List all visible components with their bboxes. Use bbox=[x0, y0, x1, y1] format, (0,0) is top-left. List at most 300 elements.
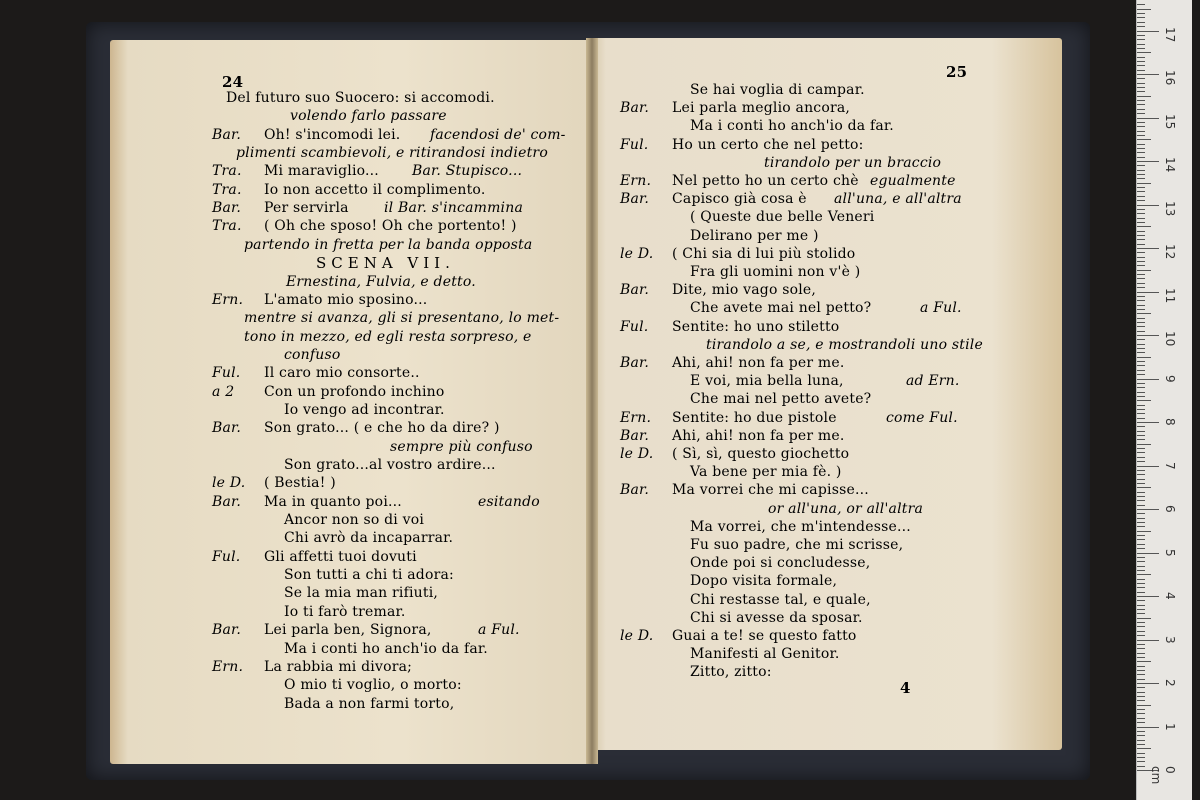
stage-direction: partendo in fretta per la banda opposta bbox=[244, 236, 533, 253]
ruler-tick bbox=[1137, 483, 1145, 484]
ruler-tick bbox=[1137, 618, 1151, 619]
stage-direction: all'una, e all'altra bbox=[834, 191, 962, 208]
ruler-tick bbox=[1137, 657, 1145, 658]
ruler-tick bbox=[1137, 722, 1145, 723]
ruler-tick bbox=[1137, 348, 1145, 349]
speaker-label: Ful. bbox=[212, 548, 241, 565]
ruler-tick bbox=[1137, 505, 1145, 506]
ruler-tick bbox=[1137, 653, 1145, 654]
stage-direction: confuso bbox=[284, 346, 341, 363]
ruler-tick bbox=[1137, 535, 1145, 536]
verse-line: ( Oh che sposo! Oh che portento! ) bbox=[264, 218, 517, 235]
speaker-label: Bar. bbox=[620, 191, 650, 208]
verse-line: Io vengo ad incontrar. bbox=[284, 401, 445, 418]
ruler-tick bbox=[1137, 526, 1145, 527]
ruler-tick bbox=[1137, 413, 1145, 414]
ruler-tick bbox=[1137, 257, 1145, 258]
verse-line: E voi, mia bella luna, bbox=[690, 373, 844, 390]
speaker-label: Ern. bbox=[212, 658, 244, 675]
ruler-tick bbox=[1137, 96, 1151, 97]
ruler-tick bbox=[1137, 326, 1145, 327]
verse-line: Del futuro suo Suocero: si accomodi. bbox=[226, 90, 495, 106]
verse-line: ( Sì, sì, questo giochetto bbox=[672, 446, 850, 462]
ruler-label: 5 bbox=[1163, 548, 1177, 557]
stage-direction: il Bar. s'incammina bbox=[384, 200, 524, 217]
speaker-label: Ern. bbox=[620, 409, 652, 426]
ruler-label: 9 bbox=[1163, 374, 1177, 383]
ruler-tick bbox=[1137, 600, 1145, 601]
ruler-tick bbox=[1137, 135, 1145, 136]
verse-line: Lei parla meglio ancora, bbox=[672, 100, 851, 117]
ruler-tick bbox=[1137, 278, 1145, 279]
ruler-tick bbox=[1137, 339, 1145, 340]
ruler-label: 16 bbox=[1163, 70, 1177, 86]
book-gutter bbox=[586, 38, 598, 764]
verse-line: Son grato...al vostro ardire... bbox=[284, 457, 496, 473]
ruler-tick bbox=[1137, 700, 1145, 701]
ruler-tick bbox=[1137, 518, 1145, 519]
ruler-tick bbox=[1137, 635, 1145, 636]
ruler-tick bbox=[1137, 165, 1145, 166]
verse-line: Mi maraviglio... bbox=[264, 163, 379, 180]
ruler-tick bbox=[1137, 544, 1145, 545]
ruler-tick bbox=[1137, 57, 1145, 58]
ruler-tick bbox=[1137, 83, 1145, 84]
stage-direction: facendosi de' com- bbox=[430, 126, 566, 143]
ruler-tick bbox=[1137, 70, 1145, 71]
ruler-tick bbox=[1137, 766, 1145, 767]
ruler-tick bbox=[1137, 448, 1145, 449]
verse-line: Se la mia man rifiuti, bbox=[284, 585, 439, 602]
stage-direction: a Ful. bbox=[920, 300, 962, 317]
ruler-tick bbox=[1137, 300, 1145, 301]
ruler-tick bbox=[1137, 13, 1145, 14]
ruler-tick bbox=[1137, 113, 1145, 114]
verse-line: Ahi, ahi! non fa per me. bbox=[672, 427, 845, 444]
ruler-tick bbox=[1137, 148, 1145, 149]
verse-line: O mio ti voglio, o morto: bbox=[284, 677, 462, 694]
ruler-tick bbox=[1137, 522, 1145, 523]
ruler-tick bbox=[1137, 513, 1145, 514]
speaker-label: Ern. bbox=[212, 291, 244, 308]
ruler-tick bbox=[1137, 718, 1145, 719]
stage-direction: Ernestina, Fulvia, e detto. bbox=[286, 273, 476, 290]
ruler-tick bbox=[1137, 274, 1145, 275]
verse-line: Ma vorrei che mi capisse... bbox=[672, 482, 869, 499]
ruler-tick bbox=[1137, 252, 1145, 253]
ruler-tick bbox=[1137, 196, 1145, 197]
ruler-tick bbox=[1137, 335, 1159, 336]
speaker-label: le D. bbox=[212, 475, 246, 492]
verse-line: Io ti farò tremar. bbox=[284, 603, 406, 620]
speaker-label: Tra. bbox=[212, 181, 242, 198]
ruler-label: 10 bbox=[1163, 331, 1177, 347]
ruler-tick bbox=[1137, 740, 1145, 741]
verse-line: Bada a non farmi torto, bbox=[284, 695, 455, 712]
ruler-tick bbox=[1137, 144, 1145, 145]
verse-line: Per servirla bbox=[264, 200, 349, 217]
signature-mark: 4 bbox=[900, 679, 911, 697]
ruler-tick bbox=[1137, 283, 1145, 284]
verse-line: Oh! s'incomodi lei. bbox=[264, 126, 401, 143]
ruler-tick bbox=[1137, 344, 1145, 345]
verse-line: Che mai nel petto avete? bbox=[690, 391, 872, 408]
ruler-tick bbox=[1137, 61, 1145, 62]
stage-direction: esitando bbox=[478, 493, 540, 510]
ruler-tick bbox=[1137, 244, 1145, 245]
verse-line: Se hai voglia di campar. bbox=[690, 82, 865, 98]
ruler-tick bbox=[1137, 374, 1145, 375]
ruler-tick bbox=[1137, 640, 1159, 641]
ruler-label: 2 bbox=[1163, 679, 1177, 687]
ruler-tick bbox=[1137, 566, 1145, 567]
ruler-tick bbox=[1137, 500, 1145, 501]
ruler-label: 1 bbox=[1163, 722, 1177, 731]
ruler-tick bbox=[1137, 422, 1159, 423]
speaker-label: le D. bbox=[620, 628, 654, 644]
page-number: 25 bbox=[946, 63, 968, 81]
ruler-tick bbox=[1137, 735, 1145, 736]
ruler-tick bbox=[1137, 152, 1145, 153]
ruler-tick bbox=[1137, 365, 1145, 366]
verse-line: Onde poi si concludesse, bbox=[690, 555, 871, 572]
verse-line: L'amato mio sposino... bbox=[264, 291, 428, 308]
verse-line: Va bene per mia fè. ) bbox=[690, 464, 842, 481]
ruler-tick bbox=[1137, 431, 1145, 432]
ruler-tick bbox=[1137, 205, 1159, 206]
verse-line: ( Bestia! ) bbox=[264, 475, 336, 492]
speaker-label: Bar. bbox=[212, 126, 242, 143]
ruler-tick bbox=[1137, 687, 1145, 688]
verse-line: Ho un certo che nel petto: bbox=[672, 136, 864, 153]
verse-line: La rabbia mi divora; bbox=[264, 658, 413, 675]
verse-line: Ma i conti ho anch'io da far. bbox=[284, 640, 488, 657]
speaker-label: Tra. bbox=[212, 163, 242, 180]
speaker-label: Bar. bbox=[620, 427, 650, 444]
verse-line: Con un profondo inchino bbox=[264, 383, 445, 400]
ruler-tick bbox=[1137, 44, 1145, 45]
ruler-tick bbox=[1137, 309, 1145, 310]
ruler-tick bbox=[1137, 270, 1151, 271]
ruler-tick bbox=[1137, 531, 1151, 532]
ruler-tick bbox=[1137, 579, 1145, 580]
ruler-tick bbox=[1137, 235, 1145, 236]
verse-line: Io non accetto il complimento. bbox=[264, 181, 486, 198]
ruler-tick bbox=[1137, 65, 1145, 66]
ruler-label: 14 bbox=[1163, 157, 1177, 173]
speaker-label: Tra. bbox=[212, 218, 242, 235]
ruler-label: 3 bbox=[1163, 635, 1177, 644]
ruler-tick bbox=[1137, 31, 1159, 32]
stage-direction: mentre si avanza, gli si presentano, lo met- bbox=[244, 310, 560, 327]
speaker-label: Bar. bbox=[212, 493, 242, 510]
ruler-tick bbox=[1137, 492, 1145, 493]
ruler-tick bbox=[1137, 392, 1145, 393]
verse-line: Son grato... ( e che ho da dire? ) bbox=[264, 420, 500, 437]
ruler-tick bbox=[1137, 231, 1145, 232]
ruler-tick bbox=[1137, 479, 1145, 480]
ruler-tick bbox=[1137, 444, 1151, 445]
ruler-tick bbox=[1137, 352, 1145, 353]
ruler-tick bbox=[1137, 692, 1145, 693]
ruler-tick bbox=[1137, 239, 1145, 240]
speaker-label: Ern. bbox=[620, 173, 652, 189]
ruler-tick bbox=[1137, 753, 1145, 754]
ruler-tick bbox=[1137, 370, 1145, 371]
ruler-tick bbox=[1137, 757, 1145, 758]
ruler-tick bbox=[1137, 409, 1145, 410]
ruler-tick bbox=[1137, 644, 1145, 645]
ruler-tick bbox=[1137, 109, 1145, 110]
stage-direction: ad Ern. bbox=[906, 373, 960, 390]
ruler-tick bbox=[1137, 605, 1145, 606]
ruler-tick bbox=[1137, 139, 1151, 140]
ruler-label: 12 bbox=[1163, 244, 1177, 260]
stage-direction: tirandolo a se, e mostrandoli uno stile bbox=[706, 336, 983, 353]
speaker-label: Bar. bbox=[212, 200, 242, 217]
ruler-tick bbox=[1137, 39, 1145, 40]
verse-line: Sentite: ho due pistole bbox=[672, 409, 837, 426]
ruler-tick bbox=[1137, 213, 1145, 214]
verse-line: Zitto, zitto: bbox=[690, 664, 772, 681]
ruler-label: 17 bbox=[1163, 26, 1177, 42]
ruler-tick bbox=[1137, 548, 1145, 549]
ruler-tick bbox=[1137, 265, 1145, 266]
ruler-tick bbox=[1137, 744, 1145, 745]
ruler-tick bbox=[1137, 696, 1145, 697]
verse-line: Che avete mai nel petto? bbox=[690, 300, 872, 317]
ruler-tick bbox=[1137, 87, 1145, 88]
ruler-tick bbox=[1137, 596, 1159, 597]
speaker-label: Bar. bbox=[620, 100, 650, 117]
ruler-tick bbox=[1137, 626, 1145, 627]
stage-direction: a Ful. bbox=[478, 622, 520, 639]
ruler-tick bbox=[1137, 261, 1145, 262]
ruler-tick bbox=[1137, 435, 1145, 436]
verse-line: ( Chi sia di lui più stolido bbox=[672, 245, 856, 262]
ruler-tick bbox=[1137, 379, 1159, 380]
ruler-tick bbox=[1137, 439, 1145, 440]
speaker-label: Bar. bbox=[620, 482, 650, 499]
ruler-tick bbox=[1137, 557, 1145, 558]
ruler-label: 0 cm bbox=[1149, 766, 1177, 785]
ruler-tick bbox=[1137, 661, 1151, 662]
speaker-label: Bar. bbox=[212, 622, 242, 639]
ruler-tick bbox=[1137, 104, 1145, 105]
speaker-label: le D. bbox=[620, 245, 654, 262]
verse-line: Delirano per me ) bbox=[690, 227, 819, 244]
verse-line: SCENA VII. bbox=[316, 254, 455, 273]
ruler-tick bbox=[1137, 666, 1145, 667]
ruler-tick bbox=[1137, 305, 1145, 306]
ruler-tick bbox=[1137, 574, 1151, 575]
ruler-tick bbox=[1137, 74, 1159, 75]
ruler-label: 6 bbox=[1163, 505, 1177, 513]
ruler-tick bbox=[1137, 131, 1145, 132]
ruler-tick bbox=[1137, 553, 1159, 554]
verse-line: Ma i conti ho anch'io da far. bbox=[690, 118, 894, 135]
speaker-label: le D. bbox=[620, 446, 654, 462]
ruler-tick bbox=[1137, 387, 1145, 388]
verse-line: Lei parla ben, Signora, bbox=[264, 622, 432, 639]
verse-line: Ma vorrei, che m'intendesse... bbox=[690, 518, 911, 535]
ruler-tick bbox=[1137, 100, 1145, 101]
ruler-label: 7 bbox=[1163, 461, 1177, 470]
speaker-label: Bar. bbox=[620, 282, 650, 299]
ruler-tick bbox=[1137, 318, 1145, 319]
ruler-tick bbox=[1137, 674, 1145, 675]
ruler-tick bbox=[1137, 648, 1145, 649]
ruler-tick bbox=[1137, 470, 1145, 471]
ruler-tick bbox=[1137, 170, 1145, 171]
speaker-label: a 2 bbox=[212, 383, 235, 400]
ruler-tick bbox=[1137, 35, 1145, 36]
verse-line: Ancor non so di voi bbox=[284, 512, 425, 529]
ruler-tick bbox=[1137, 405, 1145, 406]
ruler-tick bbox=[1137, 457, 1145, 458]
speaker-label: Ful. bbox=[620, 136, 649, 153]
ruler-tick bbox=[1137, 592, 1145, 593]
verse-line: Fra gli uomini non v'è ) bbox=[690, 264, 861, 280]
ruler-tick bbox=[1137, 683, 1159, 684]
stage-direction: volendo farlo passare bbox=[290, 108, 447, 125]
ruler-tick bbox=[1137, 622, 1145, 623]
verse-line: Son tutti a chi ti adora: bbox=[284, 567, 454, 584]
ruler-tick bbox=[1137, 331, 1145, 332]
ruler-label: 15 bbox=[1163, 113, 1177, 129]
ruler-tick bbox=[1137, 670, 1145, 671]
ruler-tick bbox=[1137, 78, 1145, 79]
ruler-label: 13 bbox=[1163, 200, 1177, 216]
ruler-tick bbox=[1137, 248, 1159, 249]
ruler-tick bbox=[1137, 561, 1145, 562]
ruler-label: 4 bbox=[1163, 592, 1177, 600]
ruler-tick bbox=[1137, 631, 1145, 632]
ruler-tick bbox=[1137, 118, 1159, 119]
verse-line: Dite, mio vago sole, bbox=[672, 282, 817, 299]
ruler-tick bbox=[1137, 209, 1145, 210]
verse-line: Capisco già cosa è bbox=[672, 191, 807, 208]
stage-direction: Bar. Stupisco... bbox=[412, 163, 523, 180]
ruler-tick bbox=[1137, 452, 1145, 453]
ruler-tick bbox=[1137, 474, 1145, 475]
stage-direction: come Ful. bbox=[886, 409, 958, 426]
ruler-tick bbox=[1137, 587, 1145, 588]
ruler-tick bbox=[1137, 292, 1159, 293]
ruler-tick bbox=[1137, 287, 1145, 288]
ruler-tick bbox=[1137, 183, 1151, 184]
ruler-tick bbox=[1137, 22, 1145, 23]
ruler-tick bbox=[1137, 761, 1145, 762]
page-number: 24 bbox=[222, 73, 244, 91]
ruler-tick bbox=[1137, 157, 1145, 158]
ruler-tick bbox=[1137, 487, 1151, 488]
ruler-tick bbox=[1137, 26, 1145, 27]
ruler-tick bbox=[1137, 709, 1145, 710]
verse-line: Chi avrò da incaparrar. bbox=[284, 530, 454, 547]
verse-line: ( Queste due belle Veneri bbox=[690, 209, 875, 226]
ruler-tick bbox=[1137, 200, 1145, 201]
stage-direction: tirandolo per un braccio bbox=[764, 154, 942, 171]
verse-line: Fu suo padre, che mi scrisse, bbox=[690, 537, 904, 553]
ruler-tick bbox=[1137, 679, 1145, 680]
ruler-tick bbox=[1137, 400, 1151, 401]
speaker-label: Ful. bbox=[212, 365, 241, 382]
ruler-tick bbox=[1137, 705, 1151, 706]
ruler-tick bbox=[1137, 9, 1151, 10]
ruler-tick bbox=[1137, 396, 1145, 397]
verse-line: Chi si avesse da sposar. bbox=[690, 609, 863, 626]
ruler-tick bbox=[1137, 361, 1145, 362]
ruler-tick bbox=[1137, 570, 1145, 571]
ruler-tick bbox=[1137, 609, 1145, 610]
ruler-tick bbox=[1137, 613, 1145, 614]
verse-line: Sentite: ho uno stiletto bbox=[672, 318, 840, 335]
ruler-tick bbox=[1137, 748, 1151, 749]
ruler-tick bbox=[1137, 727, 1159, 728]
speaker-label: Ful. bbox=[620, 318, 649, 335]
ruler-tick bbox=[1137, 174, 1145, 175]
stage-direction: tono in mezzo, ed egli resta sorpreso, e bbox=[244, 328, 532, 345]
ruler-tick bbox=[1137, 48, 1145, 49]
ruler-tick bbox=[1137, 161, 1159, 162]
stage-direction: egualmente bbox=[870, 173, 956, 189]
verse-line: Il caro mio consorte.. bbox=[264, 365, 420, 382]
ruler-tick bbox=[1137, 226, 1151, 227]
verse-line: Chi restasse tal, e quale, bbox=[690, 591, 871, 608]
verse-line: Dopo visita formale, bbox=[690, 573, 838, 590]
ruler-tick bbox=[1137, 713, 1145, 714]
ruler-tick bbox=[1137, 313, 1151, 314]
ruler-tick bbox=[1137, 539, 1145, 540]
speaker-label: Bar. bbox=[212, 420, 242, 437]
ruler-tick bbox=[1137, 357, 1151, 358]
ruler-tick bbox=[1137, 218, 1145, 219]
measuring-ruler bbox=[1136, 0, 1192, 800]
ruler-tick bbox=[1137, 17, 1145, 18]
ruler-tick bbox=[1137, 187, 1145, 188]
ruler-tick bbox=[1137, 52, 1151, 53]
ruler-tick bbox=[1137, 191, 1145, 192]
ruler-tick bbox=[1137, 583, 1145, 584]
verse-line: Guai a te! se questo fatto bbox=[672, 628, 857, 644]
ruler-tick bbox=[1137, 178, 1145, 179]
verse-line: Nel petto ho un certo chè bbox=[672, 173, 859, 189]
verse-line: Gli affetti tuoi dovuti bbox=[264, 548, 417, 565]
verse-line: Manifesti al Genitor. bbox=[690, 646, 840, 663]
ruler-tick bbox=[1137, 91, 1145, 92]
ruler-label: 8 bbox=[1163, 418, 1177, 426]
verse-line: Ma in quanto poi... bbox=[264, 493, 402, 510]
ruler-tick bbox=[1137, 509, 1159, 510]
ruler-tick bbox=[1137, 383, 1145, 384]
ruler-tick bbox=[1137, 466, 1159, 467]
ruler-tick bbox=[1137, 222, 1145, 223]
ruler-tick bbox=[1137, 426, 1145, 427]
ruler-tick bbox=[1137, 296, 1145, 297]
ruler-tick bbox=[1137, 731, 1145, 732]
stage-direction: plimenti scambievoli, e ritirandosi indietro bbox=[236, 145, 548, 162]
ruler-tick bbox=[1137, 496, 1145, 497]
speaker-label: Bar. bbox=[620, 355, 650, 371]
ruler-tick bbox=[1137, 122, 1145, 123]
stage-direction: sempre più confuso bbox=[390, 438, 533, 455]
ruler-tick bbox=[1137, 126, 1145, 127]
verse-line: Ahi, ahi! non fa per me. bbox=[672, 355, 845, 371]
ruler-tick bbox=[1137, 4, 1145, 5]
ruler-tick bbox=[1137, 322, 1145, 323]
ruler-tick bbox=[1137, 418, 1145, 419]
